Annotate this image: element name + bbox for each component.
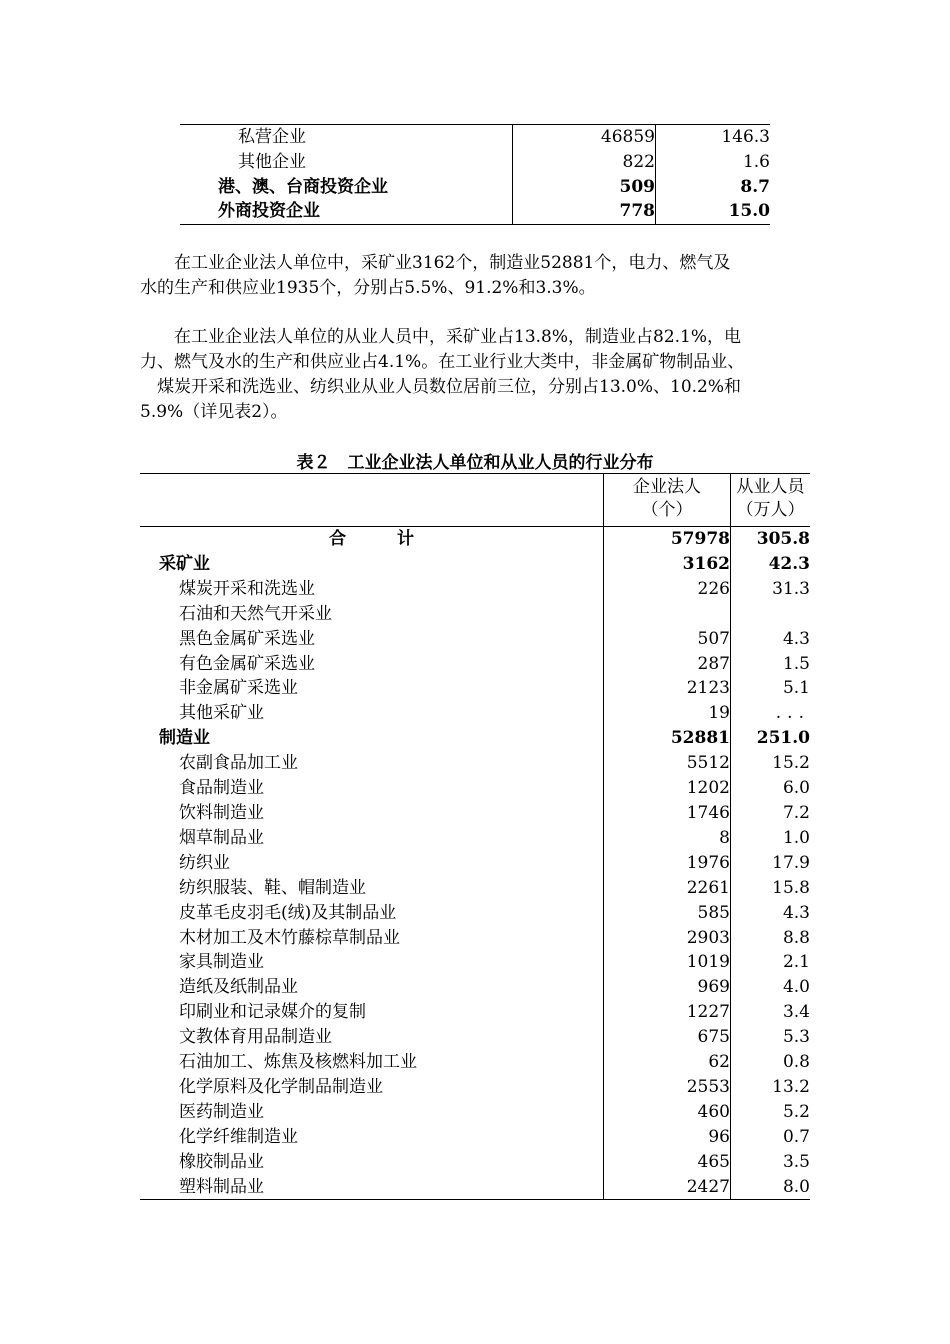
row-employees: 3.5 (782, 1151, 810, 1172)
row-employees: 15.8 (772, 877, 810, 898)
header-blank-cell (140, 474, 604, 527)
table-row (180, 199, 770, 224)
table-row (140, 627, 810, 652)
paragraph-line: 力、燃气及水的生产和供应业占4.1%。在工业行业大类中，非金属矿物制品业、 (140, 352, 745, 372)
row-units: 2903 (604, 926, 731, 951)
row-employees: 5.1 (782, 678, 810, 699)
row-label: 文教体育用品制造业 (179, 1027, 332, 1048)
total-employees: 305.8 (756, 529, 810, 549)
table-row (140, 1175, 810, 1200)
table-row (140, 876, 810, 901)
row-employees: 8.8 (782, 927, 810, 948)
header-units-cell (604, 474, 731, 527)
row-label: 非金属矿采选业 (179, 678, 298, 699)
row-employees: 31.3 (772, 578, 810, 599)
table-row (140, 701, 810, 726)
header-employees-label: 从业人员 (736, 477, 805, 497)
table-row (140, 1025, 810, 1050)
paragraph-industry-units (140, 251, 820, 301)
row-label: 黑色金属矿采选业 (179, 628, 315, 649)
table-row (140, 901, 810, 926)
row-label: 皮革毛皮羽毛(绒)及其制品业 (179, 902, 397, 923)
table-row (140, 1050, 810, 1075)
row-units: 1227 (604, 1000, 731, 1025)
row-employees: 13.2 (772, 1076, 810, 1097)
row-units: 62 (604, 1050, 731, 1075)
row-label: 农副食品加工业 (179, 753, 298, 774)
row-units: 2261 (604, 876, 731, 901)
row-employees: 0.8 (782, 1052, 810, 1073)
row-units: 2427 (604, 1175, 731, 1200)
row-label: 煤炭开采和洗选业 (179, 578, 315, 599)
table-row (140, 1150, 810, 1175)
row-label: 石油和天然气开采业 (179, 603, 332, 624)
table-row (180, 175, 770, 200)
row-employees (731, 602, 811, 627)
row-label: 化学纤维制造业 (179, 1126, 298, 1147)
header-employees-unit: （万人） (736, 500, 805, 520)
row-units: 1019 (604, 950, 731, 975)
table-row (140, 751, 810, 776)
table-row (180, 125, 770, 150)
row-employees: 2.1 (782, 952, 810, 973)
row-units: 2123 (604, 676, 731, 701)
row-label: 外商投资企业 (180, 199, 513, 224)
row-units: 778 (513, 199, 656, 224)
row-employees: 8.7 (740, 176, 770, 197)
table-row (140, 801, 810, 826)
row-units: 822 (513, 150, 656, 175)
paragraph-line: 煤炭开采和洗选业、纺织业从业人员数位居前三位，分别占13.0%、10.2%和 (140, 377, 742, 397)
row-units: 1746 (604, 801, 731, 826)
row-label: 采矿业 (159, 553, 210, 574)
row-label: 烟草制品业 (179, 827, 264, 848)
row-units: 96 (604, 1125, 731, 1150)
total-label: 合 计 (329, 529, 414, 549)
row-employees: 4.3 (782, 902, 810, 923)
row-employees: 15.0 (656, 199, 771, 224)
row-label: 有色金属矿采选业 (179, 653, 315, 674)
row-label: 橡胶制品业 (179, 1151, 264, 1172)
row-employees: 5.2 (782, 1101, 810, 1122)
row-label: 印刷业和记录媒介的复制 (179, 1002, 366, 1023)
table-row (140, 975, 810, 1000)
table-row (140, 652, 810, 677)
row-units (604, 602, 731, 627)
table-row (140, 776, 810, 801)
row-units: 460 (604, 1100, 731, 1125)
row-label: 制造业 (159, 728, 210, 749)
row-units: 675 (604, 1025, 731, 1050)
table-row (140, 950, 810, 975)
table-row (180, 150, 770, 175)
paragraph-line: 在工业企业法人单位中，采矿业3162个，制造业52881个，电力、燃气及 (140, 253, 731, 273)
row-label: 家具制造业 (179, 952, 264, 973)
row-label: 其他采矿业 (179, 703, 264, 724)
row-units: 509 (513, 175, 656, 200)
row-label: 私营企业 (180, 125, 513, 150)
row-employees: 3.4 (782, 1002, 810, 1023)
row-label: 饮料制造业 (179, 802, 264, 823)
row-employees: ... (775, 703, 810, 724)
row-employees: 7.2 (782, 802, 810, 823)
row-units: 226 (604, 577, 731, 602)
row-units: 969 (604, 975, 731, 1000)
row-employees: 8.0 (731, 1175, 811, 1200)
header-units-unit: （个） (641, 500, 693, 520)
row-employees: 1.0 (782, 827, 810, 848)
row-units: 1202 (604, 776, 731, 801)
table-row (140, 676, 810, 701)
row-units: 1976 (604, 851, 731, 876)
row-units: 46859 (513, 125, 656, 150)
row-employees: 0.7 (782, 1126, 810, 1147)
row-employees: 251.0 (756, 728, 810, 749)
row-employees: 4.0 (782, 977, 810, 998)
row-units: 585 (604, 901, 731, 926)
table-row (140, 1075, 810, 1100)
header-employees-cell (731, 474, 811, 527)
table-row (140, 602, 810, 627)
table-row (140, 926, 810, 951)
row-label: 纺织服装、鞋、帽制造业 (179, 877, 366, 898)
table-row (140, 851, 810, 876)
row-label: 医药制造业 (179, 1101, 264, 1122)
row-label: 其他企业 (238, 151, 306, 172)
row-employees: 17.9 (772, 852, 810, 873)
row-label: 食品制造业 (179, 778, 264, 799)
table-row (140, 1125, 810, 1150)
row-units: 2553 (604, 1075, 731, 1100)
row-employees: 1.5 (782, 653, 810, 674)
row-units: 507 (604, 627, 731, 652)
row-label: 化学原料及化学制品制造业 (179, 1076, 383, 1097)
row-label: 港、澳、台商投资企业 (218, 176, 388, 197)
paragraph-line: 5.9%（详见表2）。 (140, 402, 288, 422)
row-label: 塑料制品业 (140, 1175, 604, 1200)
header-units-label: 企业法人 (633, 477, 701, 497)
row-units: 8 (604, 826, 731, 851)
row-employees: 42.3 (768, 553, 810, 574)
row-units: 19 (604, 701, 731, 726)
section-row (140, 726, 810, 751)
continued-ownership-table (180, 124, 770, 225)
paragraph-industry-employees (140, 325, 820, 425)
row-units: 52881 (604, 726, 731, 751)
paragraph-line: 水的生产和供应业1935个，分别占5.5%、91.2%和3.3%。 (140, 278, 596, 298)
row-employees: 5.3 (782, 1027, 810, 1048)
section-row (140, 552, 810, 577)
row-employees: 1.6 (742, 151, 770, 172)
table-header-row (140, 474, 810, 527)
row-units: 3162 (604, 552, 731, 577)
row-employees: 4.3 (782, 628, 810, 649)
paragraph-line: 在工业企业法人单位的从业人员中，采矿业占13.8%，制造业占82.1%，电 (140, 327, 742, 347)
row-employees: 15.2 (772, 753, 810, 774)
row-label: 木材加工及木竹藤棕草制品业 (179, 927, 400, 948)
row-units: 287 (604, 652, 731, 677)
row-employees: 6.0 (782, 778, 810, 799)
industry-distribution-table (140, 473, 810, 1200)
row-label: 纺织业 (179, 852, 230, 873)
table-row (140, 1000, 810, 1025)
table-row (140, 826, 810, 851)
row-label: 造纸及纸制品业 (179, 977, 298, 998)
row-employees: 146.3 (656, 125, 771, 150)
row-label: 石油加工、炼焦及核燃料加工业 (179, 1052, 417, 1073)
table-row (140, 577, 810, 602)
row-units: 5512 (604, 751, 731, 776)
row-units: 465 (604, 1150, 731, 1175)
total-units: 57978 (604, 527, 731, 552)
table-caption: 表２ 工业企业法人单位和从业人员的行业分布 (296, 453, 654, 473)
total-row (140, 527, 810, 552)
table-row (140, 1100, 810, 1125)
